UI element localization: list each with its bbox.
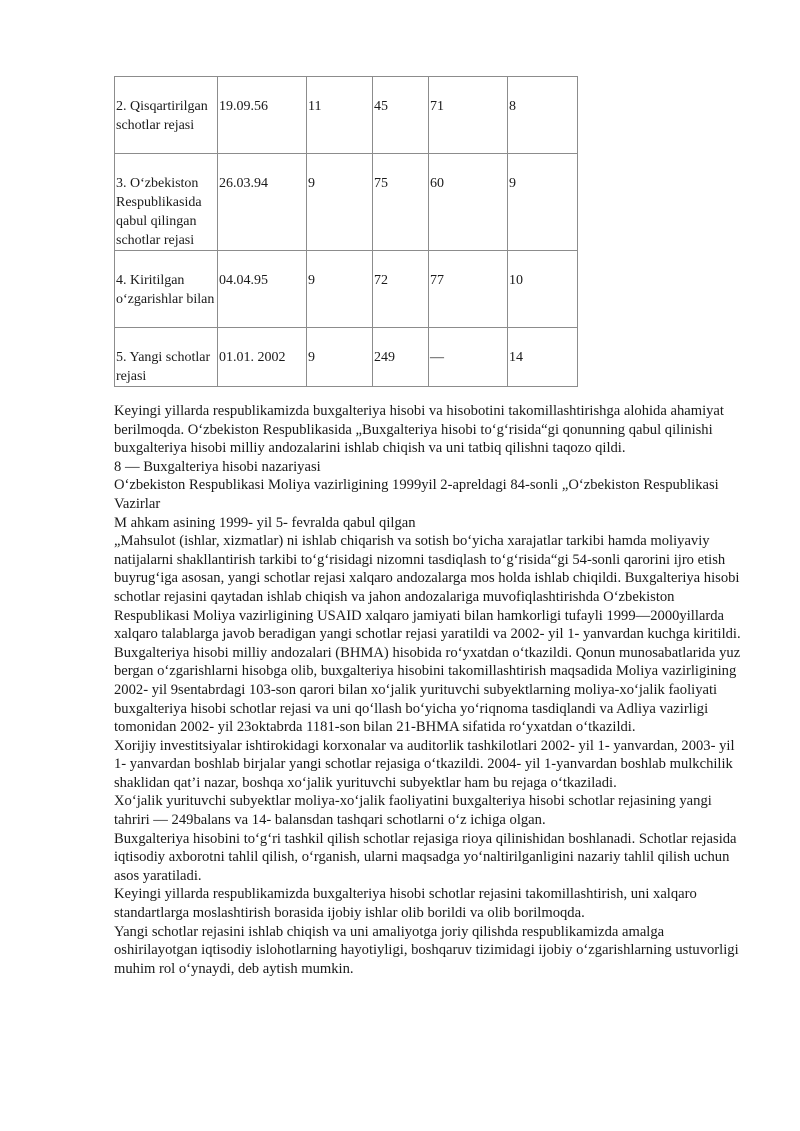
table-cell: 4. Kiritilgan o‘zgarishlar bilan	[115, 251, 218, 328]
chart-of-accounts-table	[114, 76, 578, 387]
paragraph: Keyingi yillarda respublikamizda buxgalteriya hisobi va hisobotini takomillashtirishga alohida ahamiyat berilmoqda. O‘zbekiston Respublikasida „Buxgalteriya hisobi to‘g‘risida“gi qonunning qabul qilinishi buxgalteriya hisobi milliy andozalarini ishlab chiqish va uni tatbiq qilishni taqozo qildi.	[114, 403, 724, 457]
table-cell: 60	[429, 154, 508, 251]
table-cell: 5. Yangi schotlar rejasi	[115, 328, 218, 387]
paragraph: Keyingi yillarda respublikamizda buxgalteriya hisobi schotlar rejasini takomillashtirish, uni xalqaro standartlarga moslashtirish borasida ijobiy ishlar olib borildi va olib borilmoqda.	[114, 886, 697, 922]
table-cell: 3. O‘zbekiston Respublikasida qabul qilingan schotlar rejasi	[115, 154, 218, 251]
paragraph: M ahkam asining 1999- yil 5- fevralda qabul qilgan	[114, 514, 416, 531]
table-cell: 72	[373, 251, 429, 328]
table-cell: 26.03.94	[218, 154, 307, 251]
table-cell: 2. Qisqartirilgan schotlar rejasi	[115, 77, 218, 154]
table-cell: 10	[508, 251, 578, 328]
table-cell: 9	[307, 328, 373, 387]
table-cell: 71	[429, 77, 508, 154]
table-row	[115, 154, 578, 251]
table-cell: 11	[307, 77, 373, 154]
table-row	[115, 328, 578, 387]
paragraph: Xorijiy investitsiyalar ishtirokidagi korxonalar va auditorlik tashkilotlari 2002- yil 1- yanvardan, 2003- yil 1- yanvardan boshlab birjalar yangi schotlar rejasiga o‘tkazildi. 2004- yil 1-yanvardan boshlab mulkchilik shaklidan qat’i nazar, boshqa xo‘jalik yurituvchi subyektlar ham bu rejaga o‘tkaziladi.	[114, 737, 735, 791]
paragraph: O‘zbekiston Respublikasi Moliya vazirligining 1999yil 2-apreldagi 84-sonli „O‘zbekiston Respublikasi Vazirlar	[114, 477, 719, 512]
table-cell: —	[429, 328, 508, 387]
table-row	[115, 77, 578, 154]
table-row	[115, 251, 578, 328]
table-cell: 9	[508, 154, 578, 251]
table-cell: 14	[508, 328, 578, 387]
paragraph: Yangi schotlar rejasini ishlab chiqish va uni amaliyotga joriy qilishda respublikamizda amalga oshirilayotgan iqtisodiy islohotlarning hayotiyligi, boshqaruv tizimidagi ijobiy o‘zgarishlarning ustuvorligi muhim rol o‘ynaydi, deb aytish mumkin.	[114, 923, 739, 977]
body-text	[114, 402, 744, 978]
table-cell: 04.04.95	[218, 251, 307, 328]
paragraph: Buxgalteriya hisobini to‘g‘ri tashkil qilish schotlar rejasiga rioya qilinishidan boshlanadi. Schotlar rejasida iqtisodiy axborotni tahlil qilish, o‘rganish, ularni maqsadga yo‘naltirilganligini nazariy tahlil qilish uchun asos yaratiladi.	[114, 830, 737, 884]
table-cell: 249	[373, 328, 429, 387]
table-cell: 8	[508, 77, 578, 154]
table-cell: 75	[373, 154, 429, 251]
table-cell: 19.09.56	[218, 77, 307, 154]
table-cell: 9	[307, 154, 373, 251]
table-cell: 77	[429, 251, 508, 328]
paragraph: Xo‘jalik yurituvchi subyektlar moliya-xo‘jalik faoliyatini buxgalteriya hisobi schotlar rejasining yangi tahriri — 249balans va 14- balansdan tashqari schotlarni o‘z ichiga olgan.	[114, 793, 712, 829]
paragraph: „Mahsulot (ishlar, xizmatlar) ni ishlab chiqarish va sotish bo‘yicha xarajatlar tarkibi hamda moliyaviy natijalarni shakllantirish tarkibi to‘g‘risidagi nizomni tasdiqlash to‘g‘risida“gi 54-sonli qarorini ijro etish buyrug‘iga asosan, yangi schotlar rejasi xalqaro andozalarga mos holda ishlab chiqildi. Buxgalteriya hisobi schotlar rejasini qaytadan ishlab chiqish va jahon andozalariga muvofiqlashtirishda O‘zbekiston Respublikasi Moliya vazirligining USAID xalqaro jamiyati bilan hamkorligi tufayli 1999—2000yillarda xalqaro talablarga javob beradigan yangi schotlar rejasi yaratildi va 2002- yil 1- yanvardan kuchga kiritildi. Buxgalteriya hisobi milliy andozalari (BHMA) hisobida ro‘yxatdan o‘tkazildi. Qonun munosabatlarida yuz bergan o‘zgarishlarni hisobga olib, buxgalteriya hisobini takomillashtirish maqsadida Moliya vazirligining 2002- yil 9sentabrdagi 103-son qarori bilan xo‘jalik yurituvchi subyektlarning moliya-xo‘jalik faoliyati buxgalteriya hisobi schotlar rejasi va uni qo‘llash bo‘yicha yo‘riqnoma tasdiqlandi va Adliya vazirligi tomonidan 2002- yil 23oktabrda 1181-son bilan 21-BHMA sifatida ro‘yxatdan o‘tkazildi.	[114, 533, 741, 736]
page-header-line: 8 — Buxgalteriya hisobi nazariyasi	[114, 458, 321, 475]
table-cell: 45	[373, 77, 429, 154]
table-cell: 9	[307, 251, 373, 328]
table-cell: 01.01. 2002	[218, 328, 307, 387]
